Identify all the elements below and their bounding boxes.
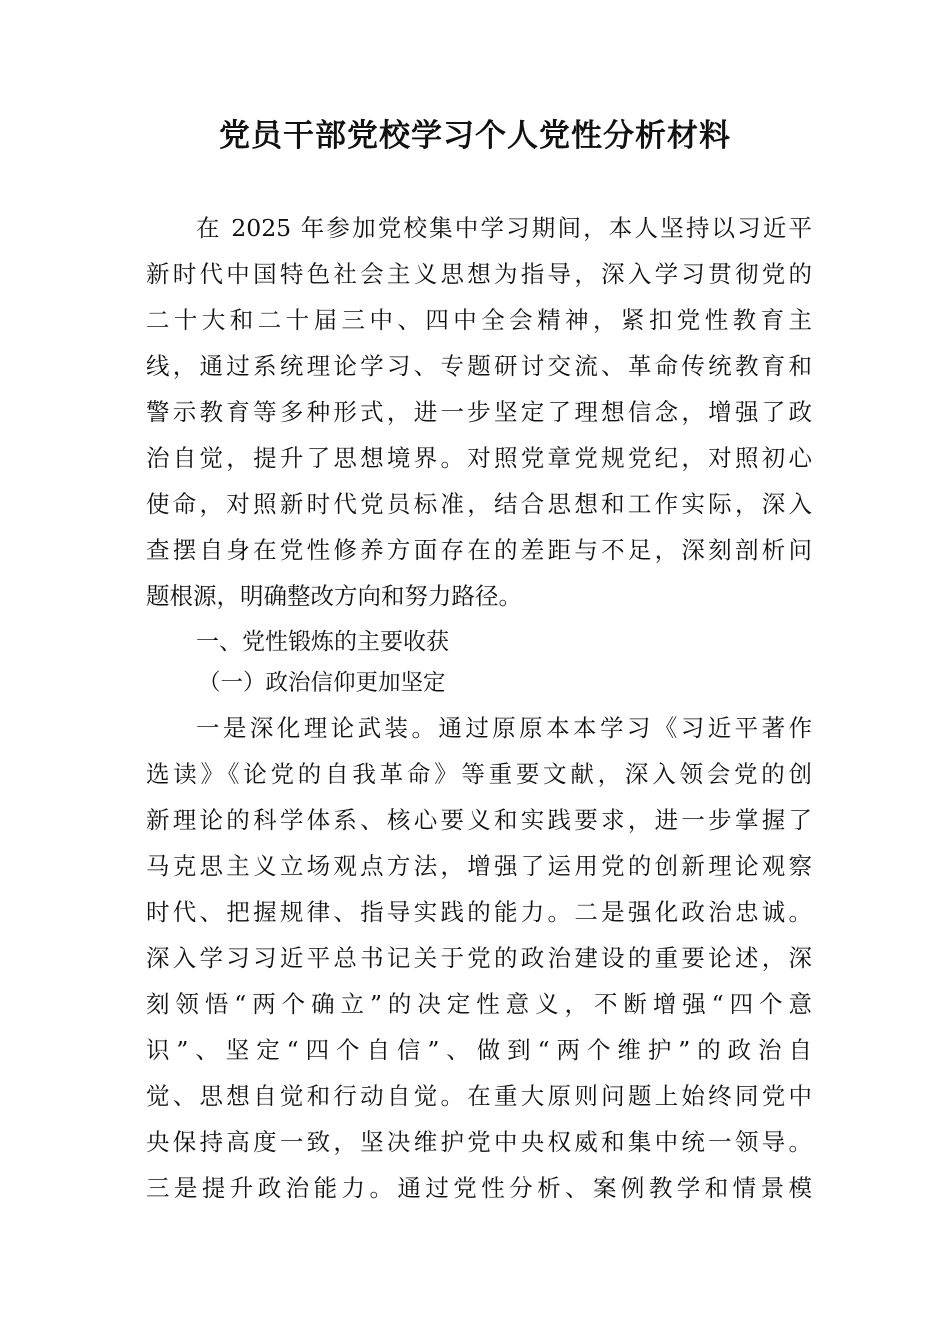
body-line: 深入学习习近平总书记关于党的政治建设的重要论述，深 — [146, 944, 812, 972]
intro-line: 查摆自身在党性修养方面存在的差距与不足，深刻剖析问 — [146, 536, 812, 564]
intro-line: 新时代中国特色社会主义思想为指导，深入学习贯彻党的 — [146, 260, 812, 288]
body-line: 三是提升政治能力。通过党性分析、案例教学和情景模 — [146, 1174, 812, 1202]
body-line: 新理论的科学体系、核心要义和实践要求，进一步掌握了 — [146, 806, 812, 834]
intro-line: 线，通过系统理论学习、专题研讨交流、革命传统教育和 — [146, 352, 812, 380]
body-line: 一是深化理论武装。通过原原本本学习《习近平著作 — [196, 714, 812, 742]
body-line: 觉、思想自觉和行动自觉。在重大原则问题上始终同党中 — [146, 1082, 812, 1110]
intro-line: 治自觉，提升了思想境界。对照党章党规党纪，对照初心 — [146, 444, 812, 472]
document-title: 党员干部党校学习个人党性分析材料 — [219, 118, 731, 154]
body-line: 刻领悟“两个确立”的决定性意义，不断增强“四个意 — [146, 990, 812, 1018]
intro-line: 使命，对照新时代党员标准，结合思想和工作实际，深入 — [146, 490, 812, 518]
body-line: 马克思主义立场观点方法，增强了运用党的创新理论观察 — [146, 852, 812, 880]
intro-line: 在 2025 年参加党校集中学习期间，本人坚持以习近平 — [196, 214, 812, 242]
section-heading: 一、党性锻炼的主要收获 — [196, 629, 449, 655]
intro-line: 警示教育等多种形式，进一步坚定了理想信念，增强了政 — [146, 398, 812, 426]
body-line: 识”、坚定“四个自信”、做到“两个维护”的政治自 — [146, 1036, 812, 1064]
intro-line: 题根源，明确整改方向和努力路径。 — [146, 582, 522, 610]
intro-line: 二十大和二十届三中、四中全会精神，紧扣党性教育主 — [146, 306, 812, 334]
body-line: 时代、把握规律、指导实践的能力。二是强化政治忠诚。 — [146, 898, 812, 926]
subsection-heading: （一）政治信仰更加坚定 — [198, 670, 446, 696]
body-line: 选读》《论党的自我革命》等重要文献，深入领会党的创 — [146, 760, 812, 788]
body-line: 央保持高度一致，坚决维护党中央权威和集中统一领导。 — [146, 1128, 812, 1156]
document-body — [146, 205, 812, 1211]
